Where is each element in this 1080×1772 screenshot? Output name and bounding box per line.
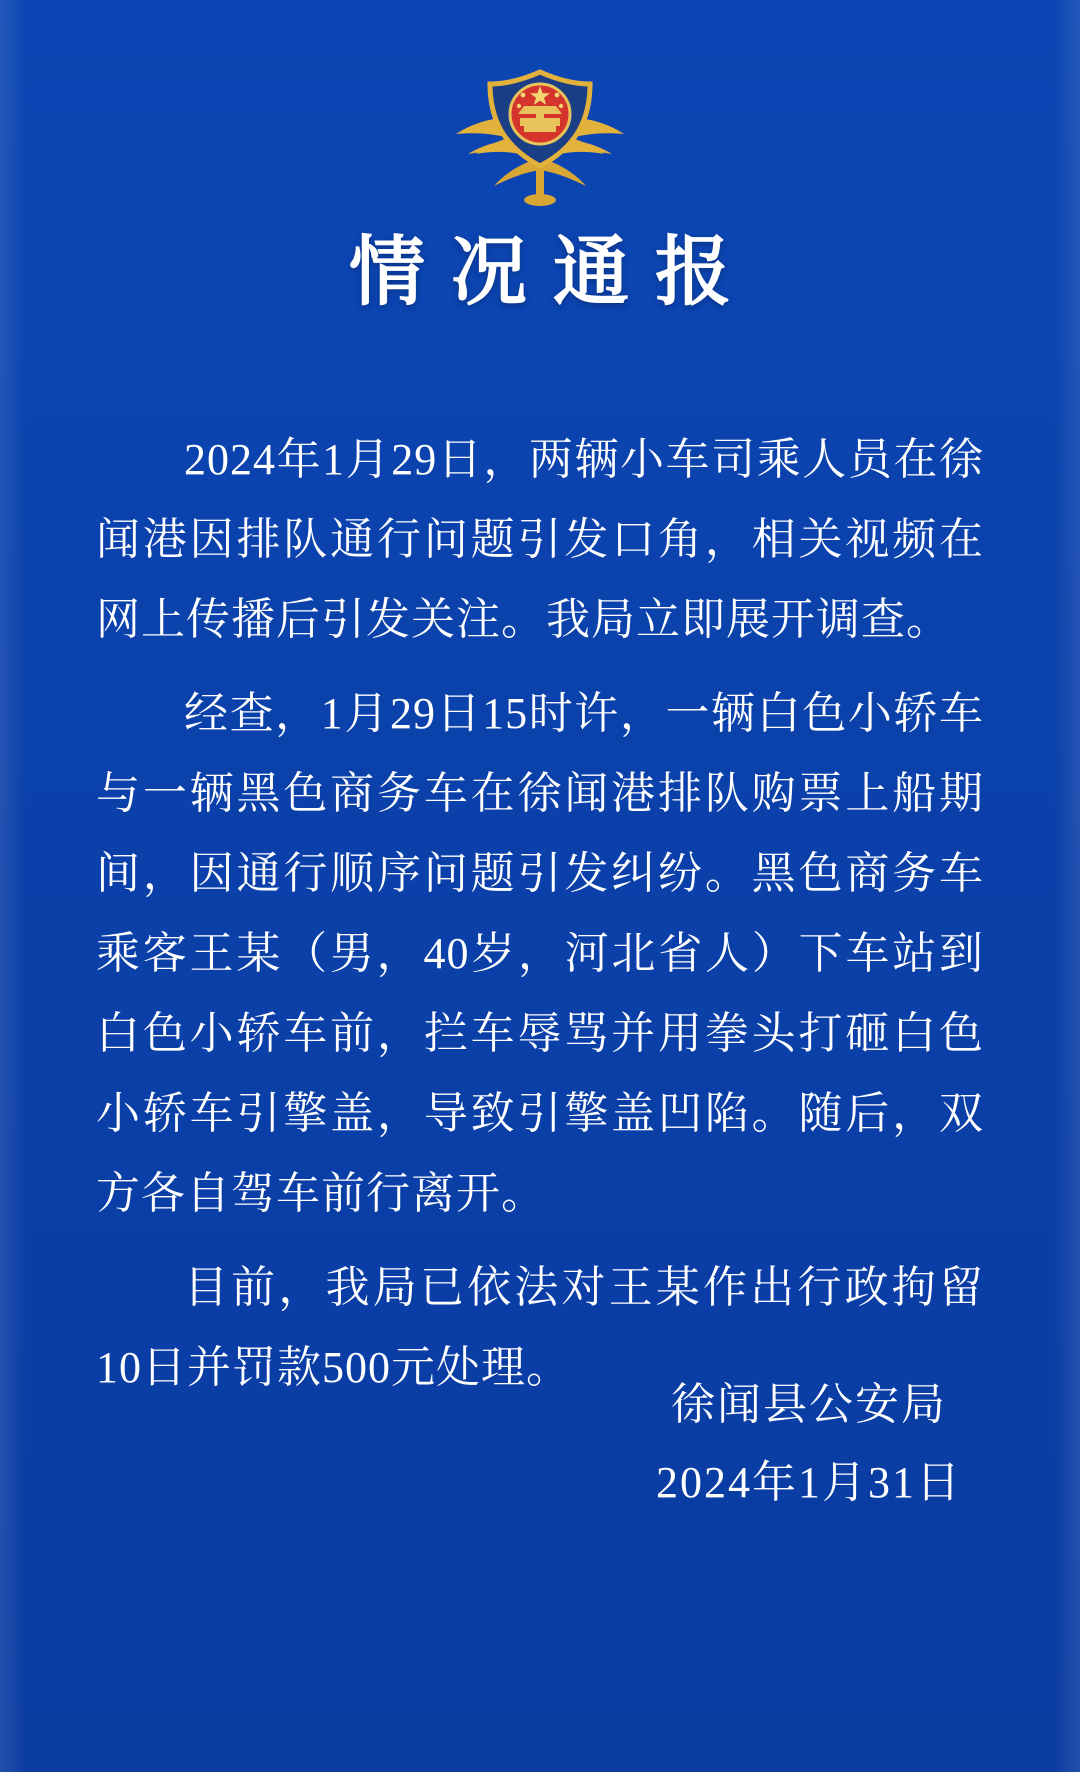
page-title: 情况通报 bbox=[349, 231, 757, 315]
paragraph-2: 经查，1月29日15时许，一辆白色小轿车与一辆黑色商务车在徐闻港排队购票上船期间，因通行顺序问题引发纠纷。黑色商务车乘客王某（男，40岁，河北省人）下车站到白色小轿车前，拦车辱骂并用拳头打砸白色小轿车引擎盖，导致引擎盖凹陷。随后，双方各自驾车前行离开。 bbox=[96, 689, 984, 1218]
china-police-badge-icon bbox=[440, 62, 640, 212]
paragraph-1: 2024年1月29日，两辆小车司乘人员在徐闻港因排队通行问题引发口角，相关视频在网上传播后引发关注。我局立即展开调查。 bbox=[96, 435, 984, 644]
signature-date: 2024年1月31日 bbox=[656, 1458, 962, 1507]
paragraph-3: 目前，我局已依法对王某作出行政拘留10日并罚款500元处理。 bbox=[96, 1263, 984, 1392]
notice-body bbox=[96, 420, 984, 1422]
signature-issuer: 徐闻县公安局 bbox=[671, 1380, 947, 1429]
signature-block bbox=[656, 1366, 962, 1522]
emblem-container bbox=[0, 62, 1080, 212]
